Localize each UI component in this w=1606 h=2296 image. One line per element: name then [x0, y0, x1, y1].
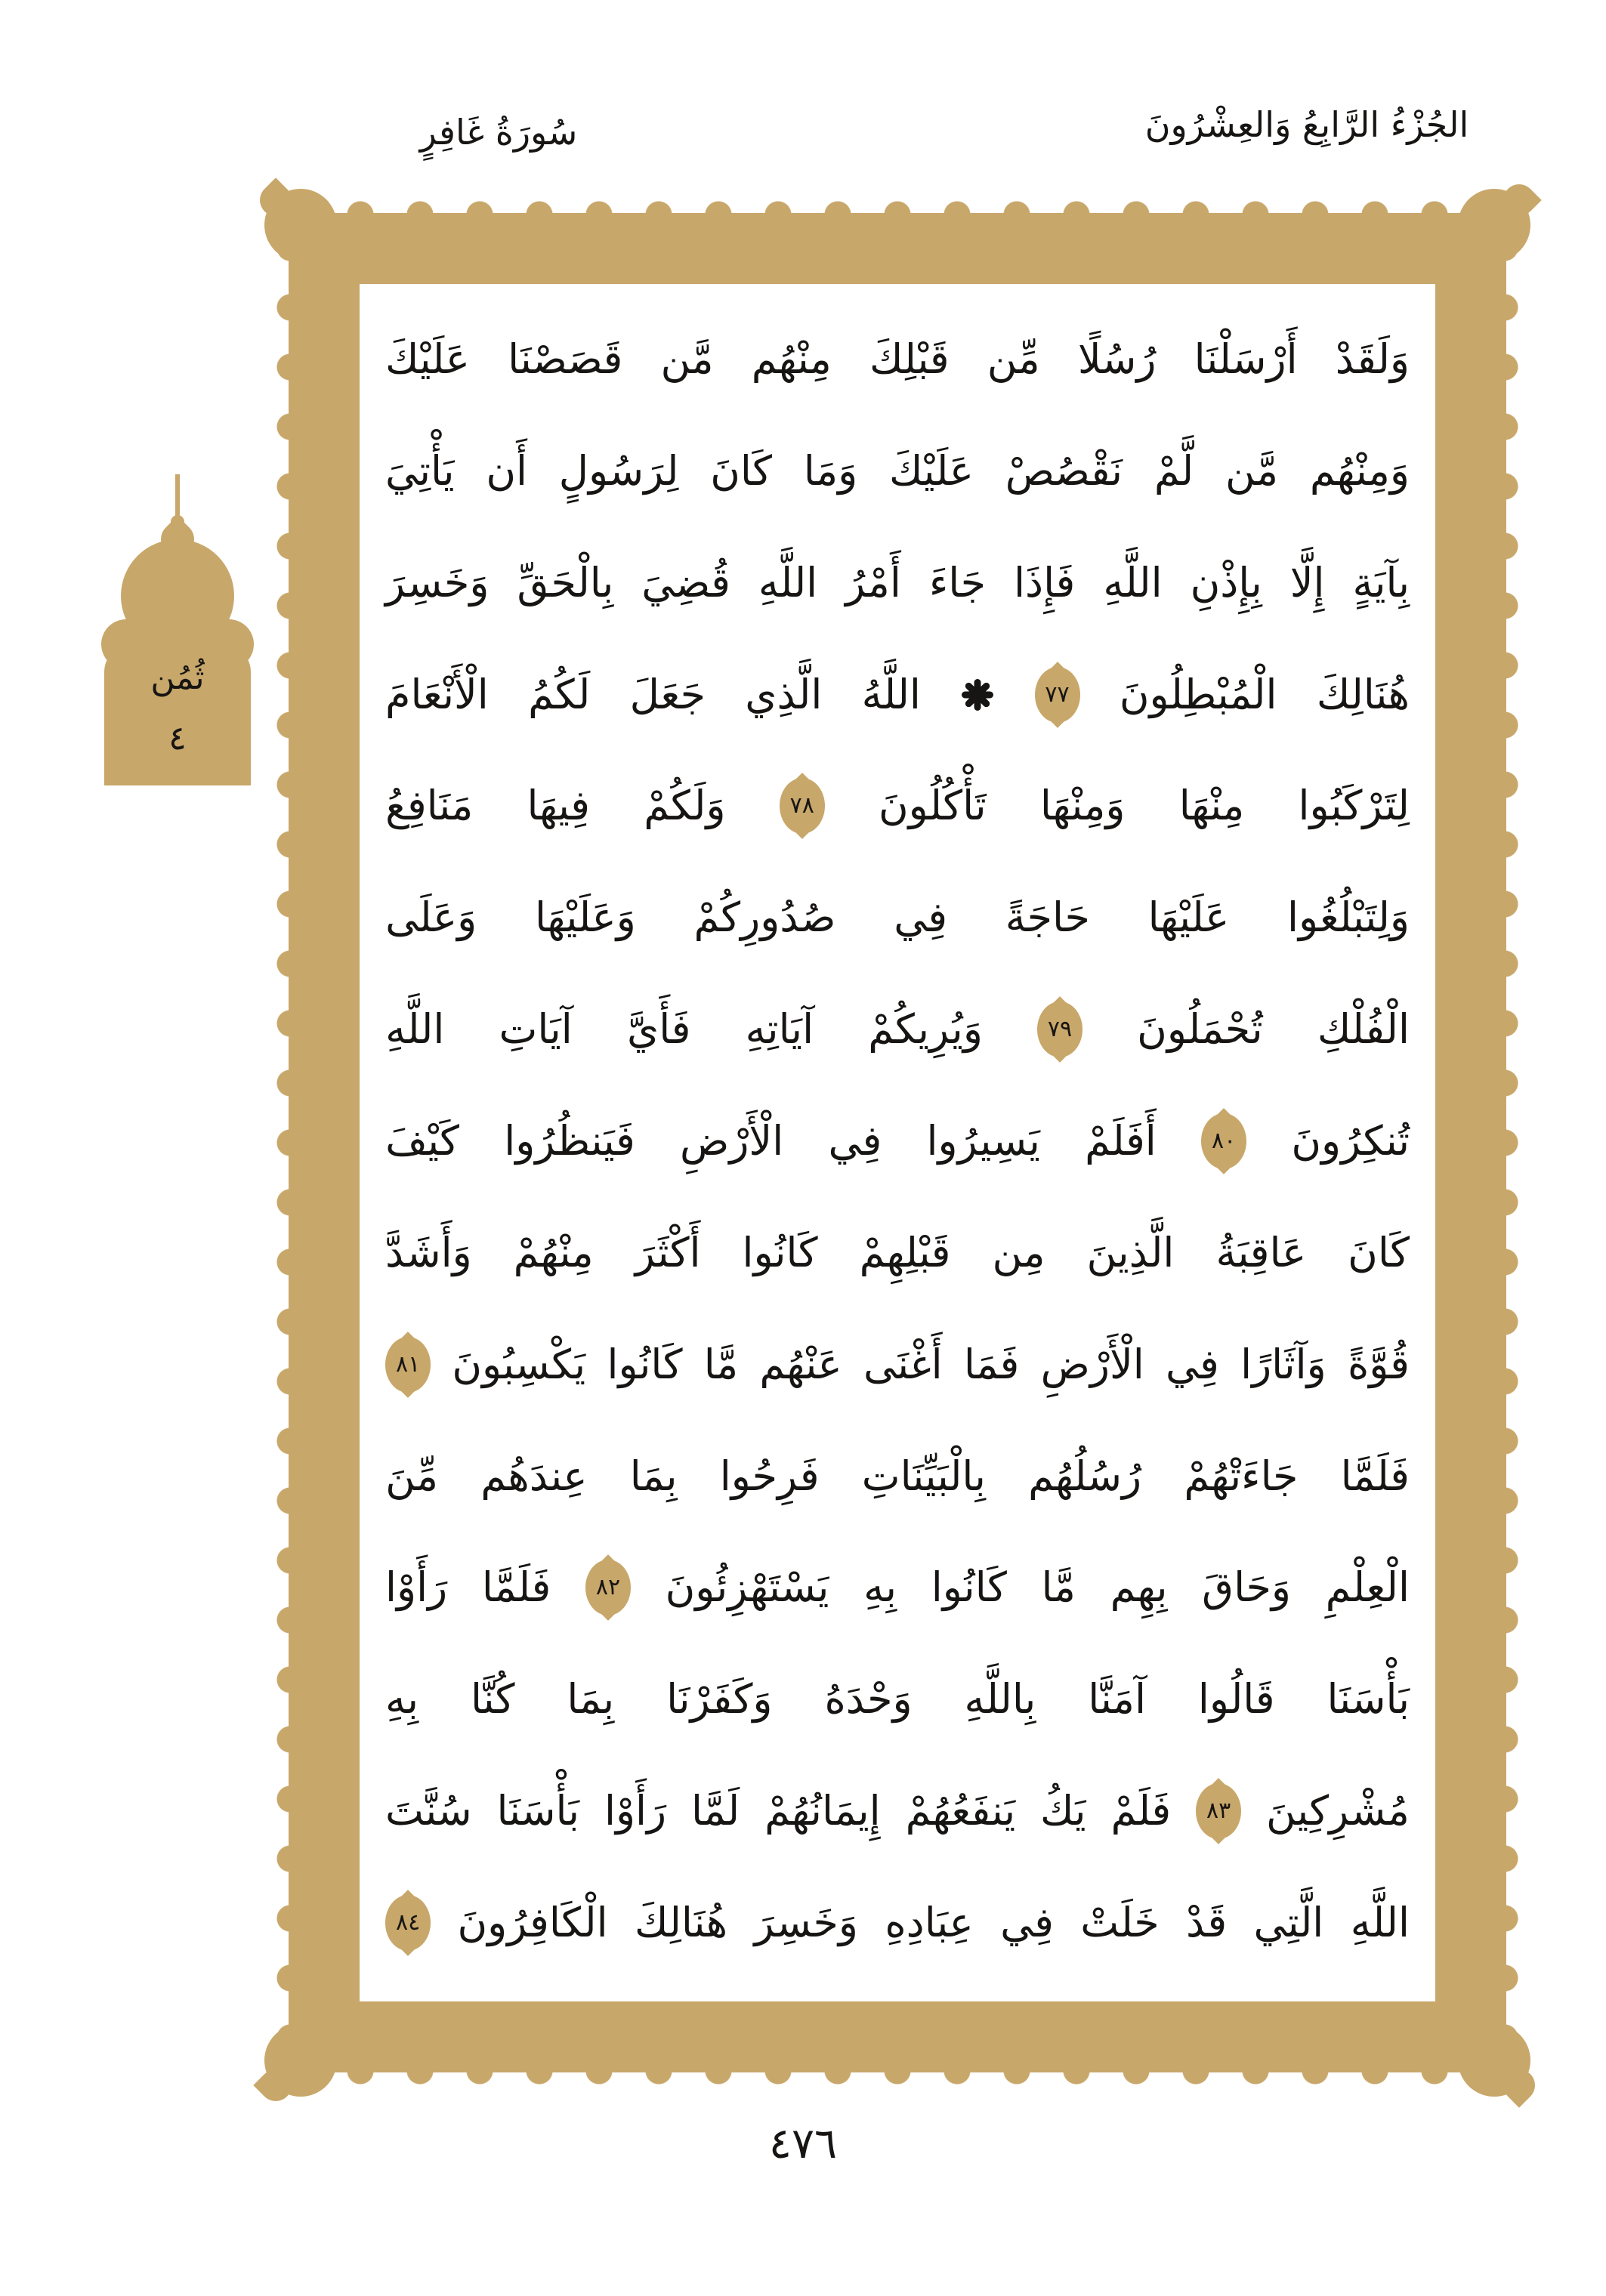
quran-word: تُنكِرُونَ	[1291, 1116, 1410, 1165]
quran-word: بِإِذْنِ	[1190, 558, 1262, 606]
quran-line	[385, 415, 1410, 527]
quran-word: كَانُوا	[931, 1563, 1007, 1612]
quran-word: جَاءَ	[928, 558, 987, 606]
quran-word: مِّنَ	[385, 1452, 439, 1500]
quran-word: قَدْ	[1185, 1898, 1228, 1946]
quran-word: سُنَّتَ	[385, 1787, 472, 1835]
quran-word: مُشْرِكِينَ	[1265, 1787, 1410, 1835]
quran-word: أَن	[486, 446, 527, 495]
quran-word: الْأَنْعَامَ	[385, 670, 489, 718]
quran-word: الْعِلْمِ	[1325, 1563, 1410, 1612]
quran-word: قُضِيَ	[641, 558, 730, 606]
quran-word: نَقْصُصْ	[1005, 446, 1123, 495]
quran-word: مَنَافِعُ	[385, 782, 474, 830]
quran-word: اللَّهِ	[1103, 558, 1163, 606]
quran-line	[385, 862, 1410, 974]
ayah-number-marker	[385, 1895, 431, 1951]
quran-word: وَحْدَهُ	[824, 1675, 913, 1724]
quran-word: اللَّهُ	[861, 670, 921, 718]
quran-line	[385, 1421, 1410, 1532]
quran-word: وَيُرِيكُمْ	[868, 1005, 983, 1054]
surah-title: سُورَةُ غَافِرٍ	[419, 112, 578, 153]
quran-word: عَنْهُم	[759, 1340, 842, 1388]
quran-word: قُوَّةً	[1347, 1340, 1410, 1388]
quran-word: فَرِحُوا	[719, 1452, 820, 1500]
quran-word: بِهِ	[385, 1675, 419, 1724]
quran-word: عِندَهُم	[480, 1452, 588, 1500]
quran-line	[385, 1643, 1410, 1755]
quran-line	[385, 1755, 1410, 1867]
quran-word: الْأَرْضِ	[680, 1116, 784, 1165]
quran-word: فَمَا	[963, 1340, 1020, 1388]
quran-word: وَلِتَبْلُغُوا	[1287, 893, 1410, 942]
quran-word: عَلَيْكَ	[385, 335, 470, 383]
quran-word: جَاءَتْهُمْ	[1184, 1452, 1299, 1500]
quran-word: جَعَلَ	[629, 670, 706, 718]
quran-word: كَانَ	[710, 446, 773, 495]
quran-word: مِّن	[987, 335, 1040, 383]
quran-word: الْفُلْكِ	[1317, 1005, 1410, 1054]
quran-word: الَّتِي	[1253, 1898, 1324, 1946]
quran-word: اللَّهِ	[1350, 1898, 1410, 1946]
quran-word: مَّن	[1225, 446, 1279, 495]
quran-word: عَلَيْكَ	[889, 446, 974, 495]
quran-word: وَحَاقَ	[1202, 1563, 1291, 1612]
quran-word: حَاجَةً	[1005, 893, 1090, 942]
quran-word: مِنْهَا	[1178, 782, 1245, 830]
quran-word: الَّذِينَ	[1086, 1228, 1175, 1276]
quran-word: بِهِم	[1110, 1563, 1168, 1612]
quran-word: عَلَيْهَا	[1147, 893, 1230, 942]
quran-word: صُدُورِكُمْ	[693, 893, 836, 942]
quran-word: فَيَنظُرُوا	[504, 1116, 635, 1165]
ayah-number: ٨٣	[1206, 1798, 1231, 1825]
quran-word: يَنفَعُهُمْ	[905, 1787, 1016, 1835]
quran-word: لَكُمُ	[528, 670, 591, 718]
quran-word: إِلَّا	[1289, 558, 1325, 606]
quran-word: خَلَتْ	[1080, 1898, 1160, 1946]
quran-word: أَرْسَلْنَا	[1194, 335, 1298, 383]
quran-word: وَكَفَرْنَا	[666, 1675, 773, 1724]
quran-word: يَأْتِيَ	[385, 446, 455, 495]
quran-line	[385, 1197, 1410, 1309]
page-number: ٤٧٦	[768, 2119, 838, 2168]
quran-line	[385, 1867, 1410, 1979]
quran-word: أَكْثَرَ	[635, 1228, 701, 1276]
quran-word: قَالُوا	[1197, 1675, 1275, 1724]
quran-word: يَسْتَهْزِئُونَ	[665, 1563, 829, 1612]
frame-scallops-bottom	[314, 2071, 1481, 2091]
quran-word: بِالْحَقِّ	[517, 558, 614, 606]
quran-word: بَأْسَنَا	[1326, 1675, 1410, 1724]
quran-word: وَعَلَى	[385, 893, 477, 942]
quran-word: فَلَمَّا	[481, 1563, 551, 1612]
quran-word: فَلَمَّا	[1340, 1452, 1410, 1500]
quran-word: بِمَا	[567, 1675, 615, 1724]
quran-word: كَانُوا	[607, 1340, 683, 1388]
quran-word: رُسُلُهُم	[1028, 1452, 1142, 1500]
quran-word: رَأَوْا	[604, 1787, 667, 1835]
ayah-number: ٨١	[395, 1350, 421, 1378]
quran-word: فِي	[828, 1116, 882, 1165]
quran-word: وَخَسِرَ	[754, 1898, 858, 1946]
quran-word: تَأْكُلُونَ	[879, 782, 987, 830]
quran-word: أَفَلَمْ	[1085, 1116, 1157, 1165]
ayah-number: ٨٠	[1211, 1127, 1237, 1154]
ornamental-border-frame	[269, 193, 1526, 2092]
rub-el-hizb-star-icon	[960, 677, 995, 712]
quran-word: هُنَالِكَ	[634, 1898, 728, 1946]
quran-word: اللَّهِ	[758, 558, 818, 606]
quran-line	[385, 1309, 1410, 1421]
quran-word: بِهِ	[863, 1563, 897, 1612]
ayah-number-marker	[1037, 1001, 1083, 1057]
quran-word: فِيهَا	[527, 782, 590, 830]
ayah-number-marker	[585, 1560, 631, 1616]
quran-word: مِنْهُمْ	[513, 1228, 594, 1276]
quran-word: لِتَرْكَبُوا	[1298, 782, 1410, 830]
ayah-number-marker	[780, 778, 825, 834]
frame-scallops-left	[270, 239, 290, 2047]
quran-word: مَّا	[703, 1340, 739, 1388]
quran-word: قَبْلِهِمْ	[859, 1228, 951, 1276]
frame-scallops-top	[314, 194, 1481, 214]
quran-word: يَكْسِبُونَ	[452, 1340, 586, 1388]
quran-word: فَإِذَا	[1014, 558, 1076, 606]
quran-word: بِمَا	[629, 1452, 678, 1500]
quran-line	[385, 750, 1410, 862]
quran-word: مِن	[992, 1228, 1045, 1276]
quran-word: مَّن	[660, 335, 714, 383]
quran-word: كَانُوا	[742, 1228, 818, 1276]
quran-word: يَكُ	[1040, 1787, 1086, 1835]
quran-word: لَمَّا	[691, 1787, 740, 1835]
quran-word: وَخَسِرَ	[385, 558, 490, 606]
quran-word: وَآثَارًا	[1240, 1340, 1326, 1388]
ayah-number: ٧٩	[1047, 1016, 1073, 1043]
ayah-number-marker	[1035, 667, 1080, 723]
quran-word: وَأَشَدَّ	[385, 1228, 472, 1276]
quran-word: تُحْمَلُونَ	[1137, 1005, 1263, 1054]
quran-word: إِيمَانُهُمْ	[764, 1787, 881, 1835]
quran-line	[385, 1085, 1410, 1197]
quran-line	[385, 1532, 1410, 1643]
ayah-number: ٨٤	[396, 1909, 421, 1936]
quran-word: مِنْهُم	[751, 335, 832, 383]
quran-word: هُنَالِكَ	[1316, 670, 1410, 718]
quran-line	[385, 304, 1410, 415]
quran-word: رُسُلًا	[1077, 335, 1157, 383]
quran-word: بِآيَةٍ	[1352, 558, 1410, 606]
frame-scallops-right	[1505, 239, 1525, 2047]
ayah-number: ٧٨	[789, 792, 814, 819]
marker-label: ثُمُن	[150, 659, 205, 697]
quran-line	[385, 639, 1410, 751]
quran-word: بِاللَّهِ	[964, 1675, 1036, 1724]
quran-word: فَلَمْ	[1110, 1787, 1172, 1835]
quran-word: الَّذِي	[745, 670, 823, 718]
juz-title: الجُزْءُ الرَّابِعُ وَالعِشْرُونَ	[1144, 104, 1469, 145]
quran-word: آيَاتِهِ	[745, 1005, 814, 1054]
quran-word: الْمُبْطِلُونَ	[1119, 670, 1277, 718]
ayah-number: ٨٢	[595, 1574, 621, 1601]
quran-word: الْأَرْضِ	[1040, 1340, 1144, 1388]
quran-word: وَعَلَيْهَا	[534, 893, 636, 942]
quran-word: عَاقِبَةُ	[1215, 1228, 1307, 1276]
quran-word: وَلَكُمْ	[644, 782, 726, 830]
quran-word: أَمْرُ	[845, 558, 901, 606]
quran-word: كُنَّا	[470, 1675, 515, 1724]
quran-word: وَمِنْهُم	[1309, 446, 1410, 495]
quran-word: وَمَا	[803, 446, 858, 495]
ayah-number: ٧٧	[1045, 680, 1070, 708]
hizb-eighth-margin-marker	[98, 474, 257, 785]
marker-number: ٤	[168, 719, 187, 758]
ayah-number-marker	[1196, 1783, 1241, 1839]
quran-word: كَيْفَ	[385, 1116, 459, 1165]
quran-line	[385, 974, 1410, 1085]
quran-word: لِرَسُولٍ	[558, 446, 679, 495]
quran-word: فِي	[1000, 1898, 1054, 1946]
quran-word: آمَنَّا	[1088, 1675, 1146, 1724]
quran-word: مَّا	[1041, 1563, 1076, 1612]
quran-word: وَلَقَدْ	[1335, 335, 1410, 383]
quran-word: فِي	[1166, 1340, 1219, 1388]
quran-word: فِي	[894, 893, 948, 942]
quran-word: اللَّهِ	[385, 1005, 445, 1054]
quran-word: فَأَيَّ	[626, 1005, 691, 1054]
quran-text-area	[360, 284, 1435, 2001]
quran-word: قَصَصْنَا	[508, 335, 623, 383]
quran-word: يَسِيرُوا	[926, 1116, 1040, 1165]
quran-word: وَمِنْهَا	[1039, 782, 1126, 830]
ayah-number-marker	[1201, 1113, 1246, 1169]
quran-word: عِبَادِهِ	[885, 1898, 974, 1946]
quran-line	[385, 527, 1410, 639]
quran-word: لَّمْ	[1154, 446, 1194, 495]
quran-word: رَأَوْا	[385, 1563, 448, 1612]
quran-word: أَغْنَى	[863, 1340, 943, 1388]
ayah-number-marker	[385, 1337, 431, 1393]
quran-word: كَانَ	[1348, 1228, 1410, 1276]
quran-word: آيَاتِ	[499, 1005, 573, 1054]
quran-word: بِالْبَيِّنَاتِ	[861, 1452, 986, 1500]
quran-word: بَأْسَنَا	[496, 1787, 580, 1835]
quran-word: قَبْلِكَ	[869, 335, 950, 383]
quran-word: الْكَافِرُونَ	[457, 1898, 608, 1946]
